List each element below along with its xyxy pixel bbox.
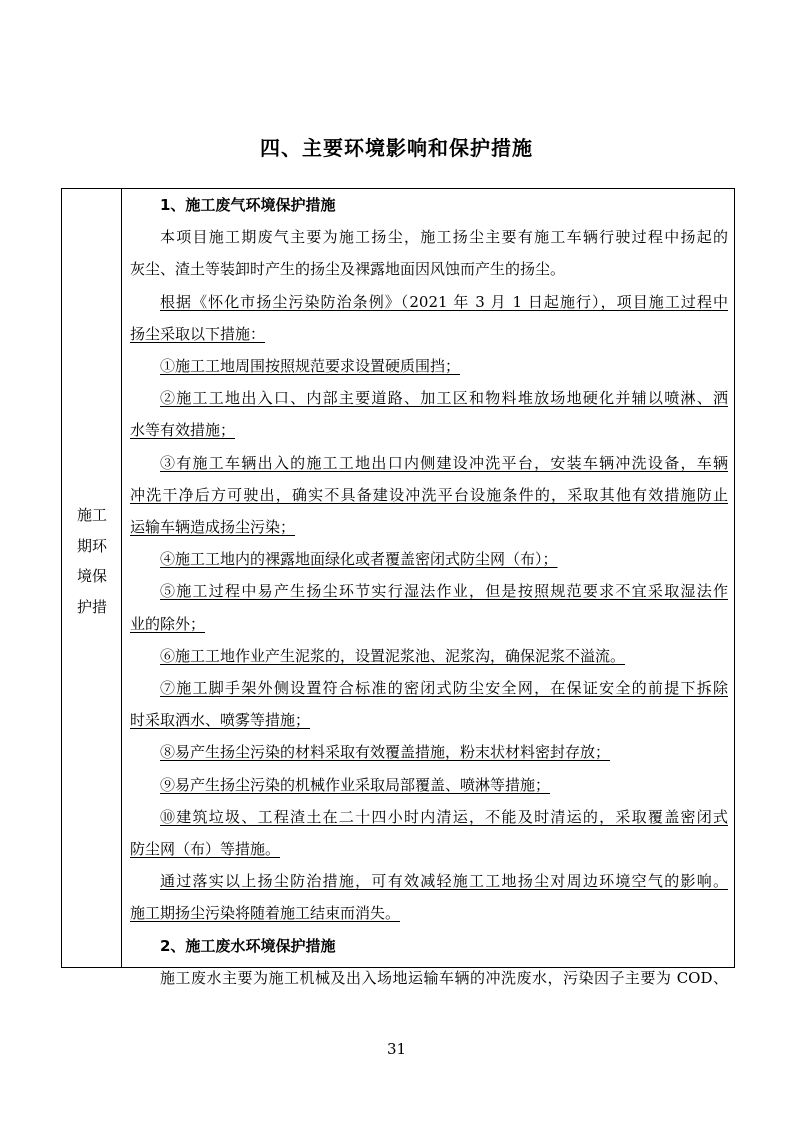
paragraph-line: ⑤施工过程中易产生扬尘环节实行湿法作业，但是按照规范要求不宜采取湿法作 <box>160 582 728 601</box>
paragraph-line: ③有施工车辆出入的施工工地出口内侧建设冲洗平台，安装车辆冲洗设备，车辆 <box>160 453 728 472</box>
paragraph-line: 灰尘、渣土等装卸时产生的扬尘及裸露地面因风蚀而产生的扬尘。 <box>130 260 566 279</box>
category-label-line: 施工 <box>76 506 107 524</box>
paragraph-line: ④施工工地内的裸露地面绿化或者覆盖密闭式防尘网（布）； <box>160 550 558 569</box>
category-label-line: 护措 <box>76 597 107 616</box>
paragraph-line: 扬尘采取以下措施： <box>130 324 266 343</box>
paragraph-line: 根据《怀化市扬尘污染防治条例》（2021 年 3 月 1 日起施行），项目施工过程中 <box>160 292 728 311</box>
section-heading: 2、施工废水环境保护措施 <box>160 936 336 955</box>
paragraph-line: 施工废水主要为施工机械及出入场地运输车辆的冲洗废水，污染因子主要为 COD、 <box>160 968 728 987</box>
category-label-line: 境保 <box>76 567 107 585</box>
paragraph-line: 冲洗干净后方可驶出，确实不具备建设冲洗平台设施条件的，采取其他有效措施防止 <box>130 485 728 504</box>
paragraph-line: 通过落实以上扬尘防治措施，可有效减轻施工工地扬尘对周边环境空气的影响。 <box>160 872 728 891</box>
paragraph-line: ⑩建筑垃圾、工程渣土在二十四小时内清运，不能及时清运的，采取覆盖密闭式 <box>160 807 728 826</box>
paragraph-line: ①施工工地周围按照规范要求设置硬质围挡； <box>160 357 461 375</box>
paragraph-line: ⑧易产生扬尘污染的材料采取有效覆盖措施，粉末状材料密封存放； <box>160 743 611 762</box>
paragraph-line: 施工期扬尘污染将随着施工结束而消失。 <box>130 904 401 923</box>
paragraph-line: ②施工工地出入口、内部主要道路、加工区和物料堆放场地硬化并辅以喷淋、洒 <box>160 389 728 408</box>
paragraph-line: 运输车辆造成扬尘污染； <box>130 518 296 536</box>
paragraph-line: 业的除外； <box>130 614 206 633</box>
category-label-line: 期环 <box>76 536 107 555</box>
page-title: 四、主要环境影响和保护措施 <box>260 136 533 160</box>
category-label <box>62 500 122 622</box>
paragraph-line: 防尘网（布）等措施。 <box>130 840 281 858</box>
paragraph-line: ⑥施工工地作业产生泥浆的，设置泥浆池、泥浆沟，确保泥浆不溢流。 <box>160 646 626 665</box>
measures-table <box>61 188 735 987</box>
paragraph-line: 水等有效措施； <box>130 421 236 440</box>
paragraph-line: ⑦施工脚手架外侧设置符合标准的密闭式防尘安全网，在保证安全的前提下拆除 <box>160 679 728 697</box>
page-number: 31 <box>386 1040 407 1058</box>
paragraph-line: 时采取洒水、喷雾等措施； <box>130 711 311 730</box>
paragraph-line: 本项目施工期废气主要为施工扬尘，施工扬尘主要有施工车辆行驶过程中扬起的 <box>160 228 728 247</box>
section-heading: 1、施工废气环境保护措施 <box>160 196 336 214</box>
category-cell <box>62 189 122 967</box>
paragraph-line: ⑨易产生扬尘污染的机械作业采取局部覆盖、喷淋等措施； <box>160 775 551 794</box>
